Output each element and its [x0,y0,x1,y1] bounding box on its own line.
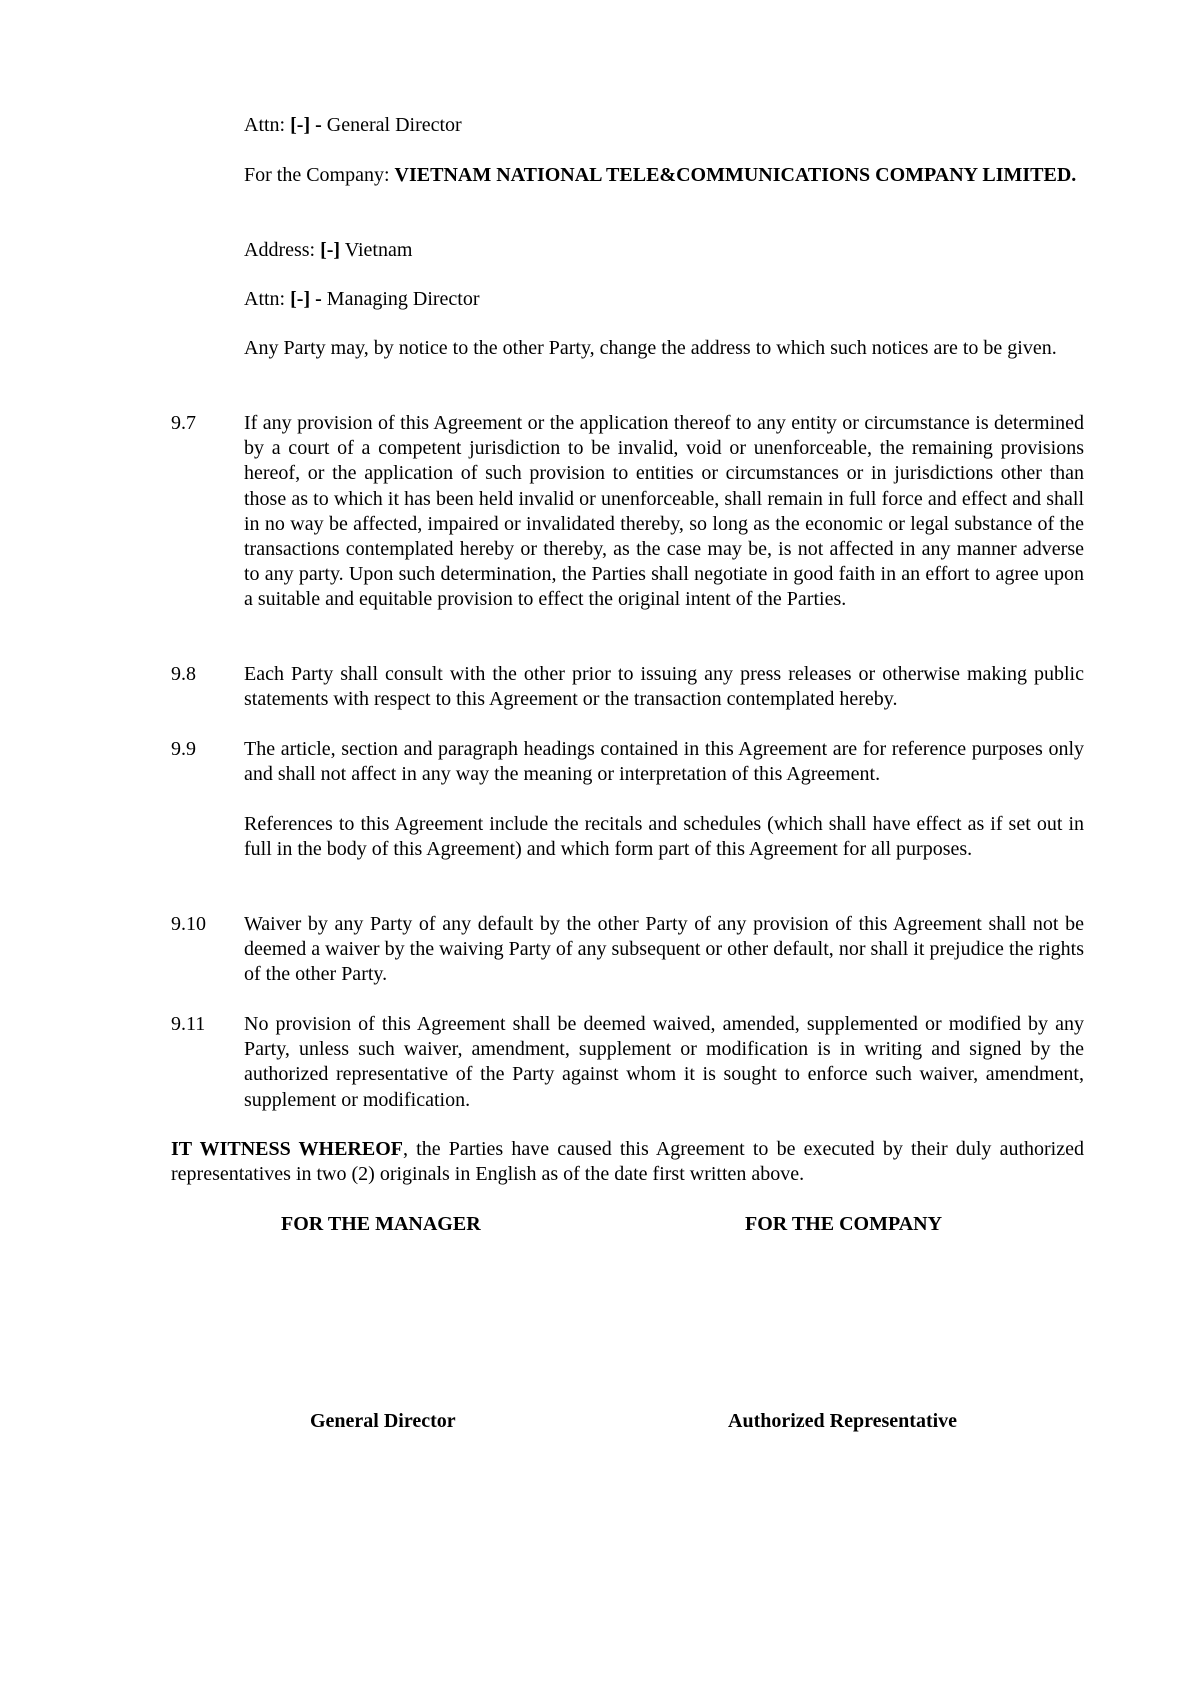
notice-change-address: Any Party may, by notice to the other Party, change the address to which such notices are to be given. [244,337,1057,359]
clause-text: If any provision of this Agreement or the application thereof to any entity or circumstance is determined by a court of a competent jurisdiction to be invalid, void or unenforceable, the remaining provisions hereof, or the application of such provision to entities or circumstances or in jurisdictions other than those as to which it has been held invalid or unenforceable, shall remain in full force and effect and shall in no way be affected, impaired or invalidated thereby, so long as the economic or legal substance of the transactions contemplated hereby or thereby, as the case may be, is not affected in any manner adverse to any party. Upon such determination, the Parties shall negotiate in good faith in an effort to agree upon a suitable and equitable provision to effect the original intent of the Parties. [244,412,1084,611]
attn-separator: - [310,114,327,136]
clause-9-7 [171,411,1084,613]
clause-text: Each Party shall consult with the other prior to issuing any press releases or otherwise making public statements with respect to this Agreement or the transaction contemplated hereby. [244,663,1084,711]
address-label: Address: [244,239,321,261]
signature-title-manager: General Director [310,1410,456,1432]
clause-number: 9.10 [171,913,206,935]
clause-9-9-continuation: References to this Agreement include the recitals and schedules (which shall have effect as if set out in full in the body of this Agreement) and which form part of this Agreement for all purposes. [244,813,1084,861]
witness-clause [171,1137,1084,1187]
clause-9-9 [171,737,1084,787]
attn-title: Managing Director [326,288,480,310]
address-value: Vietnam [340,239,413,261]
clause-9-10 [171,912,1084,988]
notice-attn-company [244,287,1084,312]
clause-9-11 [171,1012,1084,1113]
clause-number: 9.11 [171,1013,206,1035]
attn-title: General Director [326,114,462,136]
attn-separator: - [310,288,327,310]
clause-text: The article, section and paragraph headings contained in this Agreement are for reference purposes only and shall not affect in any way the meaning or interpretation of this Agreement. [244,738,1084,786]
notice-attn-manager [244,113,1084,138]
company-name: VIETNAM NATIONAL TELE&COMMUNICATIONS COMPANY LIMITED. [394,164,1077,186]
clause-number: 9.8 [171,663,196,685]
notice-address [244,238,1084,263]
clause-number: 9.9 [171,738,196,760]
signature-title-company: Authorized Representative [728,1410,958,1432]
clause-number: 9.7 [171,412,196,434]
witness-lead: IT WITNESS WHEREOF [171,1138,403,1160]
clause-text: No provision of this Agreement shall be deemed waived, amended, supplemented or modified by any Party, unless such waiver, amendment, supplement or modification is in writing and signed by the authorized representative of the Party against whom it is sought to enforce such waiver, amendment, supplement or modification. [244,1013,1084,1111]
clause-9-8 [171,662,1084,712]
notice-company [244,163,1084,188]
attn-label: Attn: [244,114,291,136]
clause-text: Waiver by any Party of any default by the other Party of any provision of this Agreement shall not be deemed a waiver by the waiving Party of any subsequent or other default, nor shall it prejudice the rights of the other Party. [244,913,1084,986]
witness-text: , the Parties have caused this Agreement to be executed by their duly authorized representatives in two (2) originals in English as of the date first written above. [171,1138,1084,1186]
attn-label: Attn: [244,288,291,310]
attn-placeholder: [-] [290,288,311,310]
address-placeholder: [-] [320,239,341,261]
signature-heading-company: FOR THE COMPANY [745,1213,943,1235]
attn-placeholder: [-] [290,114,311,136]
company-label: For the Company: [244,164,395,186]
signature-heading-manager: FOR THE MANAGER [281,1213,481,1235]
